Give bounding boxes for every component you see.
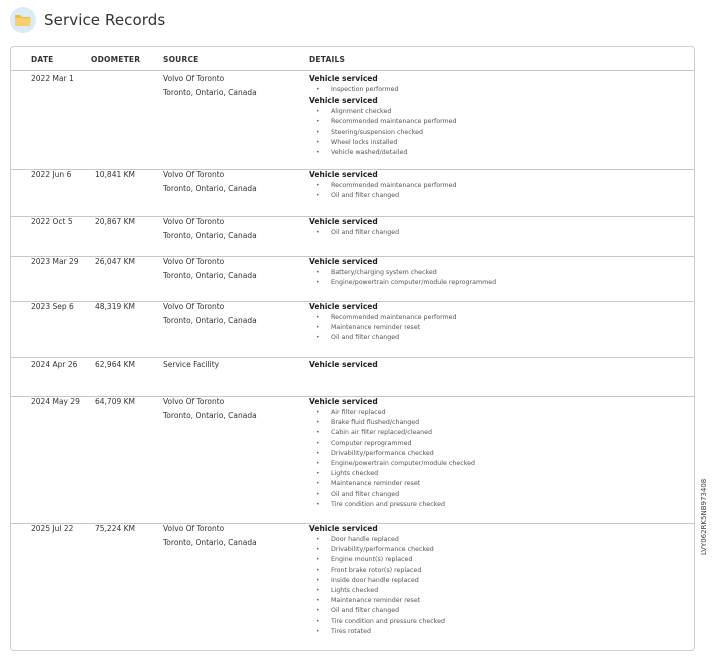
service-item: • Oil and filter changed [309,490,475,500]
record-odometer: 10,841 KM [95,170,136,179]
record-date: 2024 Apr 26 [31,360,78,369]
service-item: • Wheel locks installed [309,138,457,148]
service-item: • Inside door handle replaced [309,576,445,586]
service-item-list [309,228,399,238]
service-item: • Drivability/performance checked [309,545,445,555]
service-item-list [309,408,475,510]
record-details [309,524,445,638]
service-item-list [309,535,445,637]
service-item: • Engine/powertrain computer/module reprogrammed [309,278,496,288]
source-location: Toronto, Ontario, Canada [163,538,257,547]
record-odometer: 62,964 KM [95,360,136,369]
source-location: Toronto, Ontario, Canada [163,316,257,325]
row-divider [11,357,694,358]
record-details [309,360,378,371]
service-records-table [10,46,695,651]
service-group-title: Vehicle serviced [309,257,378,266]
service-item: • Oil and filter changed [309,228,399,238]
service-item-list [309,85,457,95]
record-details [309,257,496,289]
source-name: Volvo Of Toronto [163,217,225,226]
service-item-list [309,107,457,158]
service-item: • Door handle replaced [309,535,445,545]
source-location: Toronto, Ontario, Canada [163,231,257,240]
record-date: 2023 Mar 29 [31,257,79,266]
service-item: • Engine mount(s) replaced [309,555,445,565]
source-location: Toronto, Ontario, Canada [163,411,257,420]
record-details [309,397,475,511]
source-location: Toronto, Ontario, Canada [163,271,257,280]
record-date: 2023 Sep 6 [31,302,74,311]
source-location: Toronto, Ontario, Canada [163,184,257,193]
service-group-title: Vehicle serviced [309,397,378,406]
source-name: Volvo Of Toronto [163,170,225,179]
record-source [163,74,257,97]
service-item: • Oil and filter changed [309,606,445,616]
source-name: Volvo Of Toronto [163,397,225,406]
vin-label: LVY062RK5NB973408 [700,478,708,555]
record-source [163,360,219,374]
service-item: • Tire condition and pressure checked [309,500,475,510]
service-item: • Tires rotated [309,627,445,637]
source-name: Volvo Of Toronto [163,524,225,533]
service-group-title: Vehicle serviced [309,74,378,83]
service-item: • Lights checked [309,586,445,596]
service-item: • Computer reprogrammed [309,439,475,449]
record-details [309,302,457,345]
service-item: • Maintenance reminder reset [309,596,445,606]
column-header-details: DETAILS [309,55,346,64]
service-item: • Tire condition and pressure checked [309,617,445,627]
service-item: • Battery/charging system checked [309,268,496,278]
service-item-list [309,313,457,344]
service-item: • Vehicle washed/detailed [309,148,457,158]
record-date: 2025 Jul 22 [31,524,74,533]
record-odometer: 20,867 KM [95,217,136,226]
record-date: 2024 May 29 [31,397,80,406]
service-item: • Steering/suspension checked [309,128,457,138]
service-item: • Front brake rotor(s) replaced [309,566,445,576]
service-item: • Oil and filter changed [309,333,457,343]
record-details [309,74,457,159]
service-group-title: Vehicle serviced [309,360,378,369]
record-source [163,257,257,280]
record-date: 2022 Oct 5 [31,217,73,226]
service-group-title: Vehicle serviced [309,217,378,226]
folder-icon [10,7,36,33]
header-divider [11,70,694,71]
record-source [163,524,257,547]
service-item: • Engine/powertrain computer/module checked [309,459,475,469]
service-item: • Oil and filter changed [309,191,457,201]
service-group-title: Vehicle serviced [309,302,378,311]
service-item: • Recommended maintenance performed [309,181,457,191]
record-source [163,170,257,193]
source-name: Service Facility [163,360,220,369]
service-item: • Lights checked [309,469,475,479]
service-group-title: Vehicle serviced [309,170,378,179]
record-source [163,217,257,240]
column-header-odometer: ODOMETER [91,55,141,64]
service-group-title: Vehicle serviced [309,524,378,533]
source-name: Volvo Of Toronto [163,302,225,311]
record-source [163,397,257,420]
service-item: • Recommended maintenance performed [309,313,457,323]
service-group-title: Vehicle serviced [309,96,378,106]
source-name: Volvo Of Toronto [163,74,225,83]
service-item: • Alignment checked [309,107,457,117]
page-header [10,6,165,34]
service-item: • Drivability/performance checked [309,449,475,459]
service-item: • Air filter replaced [309,408,475,418]
record-odometer: 75,224 KM [95,524,136,533]
record-source [163,302,257,325]
service-item: • Maintenance reminder reset [309,479,475,489]
column-header-source: SOURCE [163,55,199,64]
service-item-list [309,181,457,201]
service-item: • Recommended maintenance performed [309,117,457,127]
column-header-date: DATE [31,55,54,64]
record-date: 2022 Mar 1 [31,74,74,83]
record-odometer: 48,319 KM [95,302,136,311]
service-item-list [309,268,496,288]
service-item: • Cabin air filter replaced/cleaned [309,428,475,438]
record-odometer: 26,047 KM [95,257,136,266]
source-location: Toronto, Ontario, Canada [163,88,257,97]
record-details [309,170,457,202]
record-details [309,217,399,239]
record-odometer: 64,709 KM [95,397,136,406]
source-name: Volvo Of Toronto [163,257,225,266]
service-item: • Brake fluid flushed/changed [309,418,475,428]
service-item: • Inspection performed [309,85,457,95]
service-item: • Maintenance reminder reset [309,323,457,333]
page-title: Service Records [44,11,166,29]
record-date: 2022 Jun 6 [31,170,72,179]
